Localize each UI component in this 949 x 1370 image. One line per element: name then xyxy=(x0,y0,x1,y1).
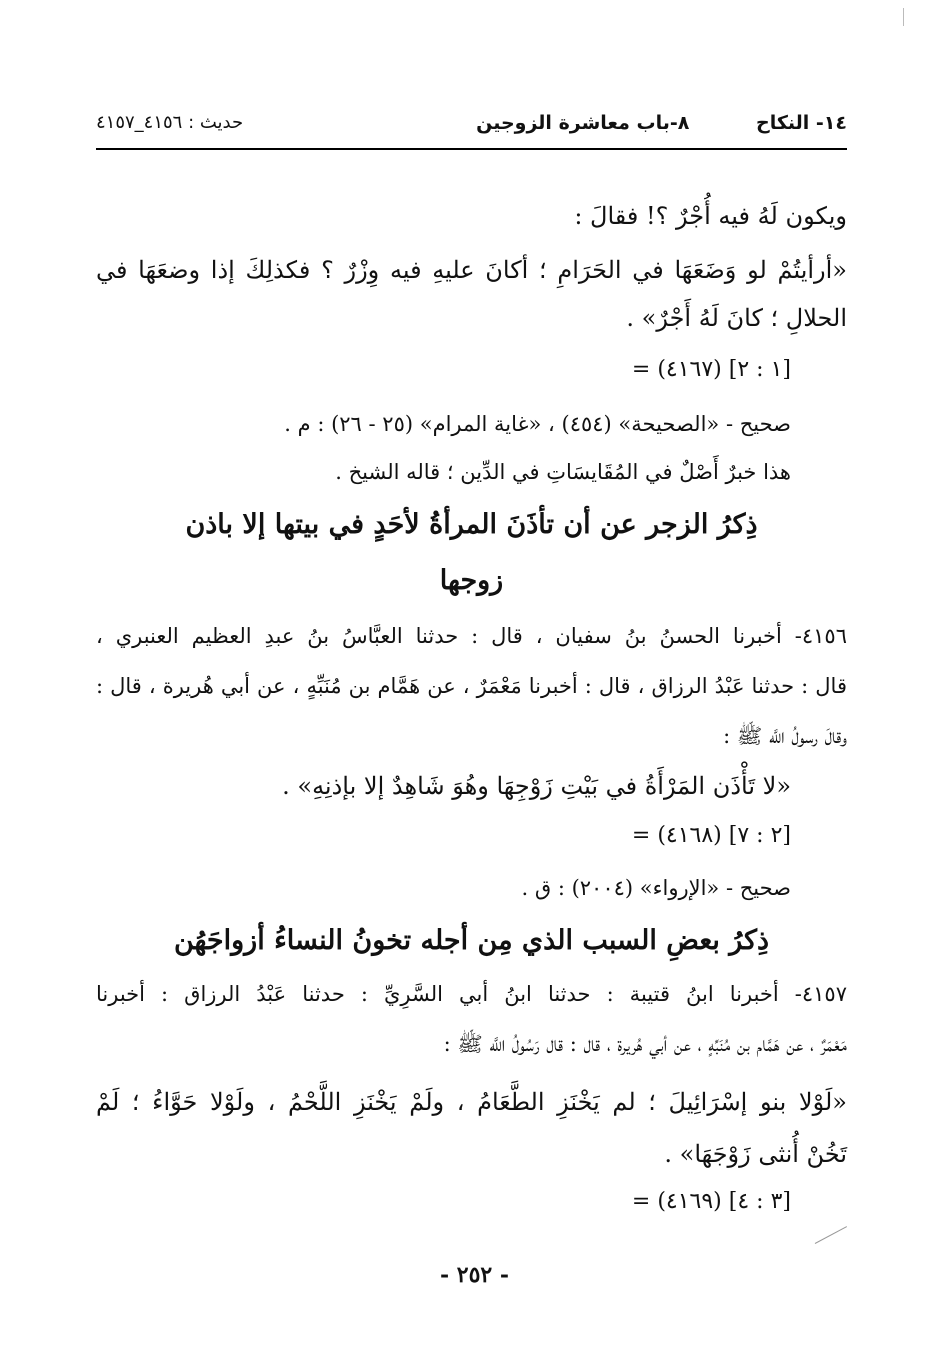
isnad-line: ٤١٥٧- أخبرنا ابنُ قتيبة : حدثنا ابنُ أبي السَّرِيِّ : حدثنا عَبْدُ الرزاق : أخبرنا xyxy=(96,982,847,1006)
matn-line: «لَوْلا بنو إسْرَائِيلَ ؛ لم يَخْنَزِ الطَّعَامُ ، ولَمْ يَخْنَزِ اللَّحْمُ ، ولَوْلا حَوَّاءُ ؛ لَمْ xyxy=(96,1088,847,1116)
chapter-title: ٨-باب معاشرة الزوجين xyxy=(476,112,690,134)
matn-line: «أرأيتُمْ لو وَضَعَهَا في الحَرَامِ ؛ أكانَ عليهِ فيه وِزْرٌ ؟ فكذلِكَ إذا وضعَهَا في xyxy=(96,256,847,284)
matn-line: تَخُنْ أُنثى زَوْجَهَا» . xyxy=(664,1140,847,1168)
text-line: ويكون لَهُ فيه أُجْرٌ ؟! فقالَ : xyxy=(574,202,847,230)
scan-mark xyxy=(903,8,904,26)
chapter-heading: ذِكرُ بعضِ السبب الذي مِن أجله تخونُ النساءُ أزواجَهُن xyxy=(173,925,770,956)
matn-line: الحلالِ ؛ كانَ لَهُ أَجْرٌ» . xyxy=(626,304,847,332)
chapter-heading: ذِكرُ الزجر عن أن تأذَنَ المرأةُ لأحَدٍ في بيتها إلا باذن xyxy=(185,509,758,540)
grading-line: صحيح - «الإرواء» (٢٠٠٤) : ق . xyxy=(521,876,791,900)
matn-line: «لا تَأْذَن المَرْأَةُ في بَيْتِ زَوْجِهَا وهُوَ شَاهِدٌ إلا بإذنِهِ» . xyxy=(282,772,791,800)
reference-number: = (٤١٦٧) [١ : ٢] xyxy=(631,357,791,382)
isnad-line: مَعْمَرٌ ، عن هَمَّام بن مُنَبِّهٍ ، عن أبي هُريرة ، قال : قال رَسُولُ اللَّه ﷺ : xyxy=(443,1032,847,1056)
grading-line: صحيح - «الصحيحة» (٤٥٤) ، «غاية المرام» (٢٥ - ٢٦) : م . xyxy=(284,412,791,436)
reference-number: = (٤١٦٨) [٢ : ٧] xyxy=(631,823,791,848)
reference-number: = (٤١٦٩) [٣ : ٤] xyxy=(631,1189,791,1214)
page-number: - ٢٥٢ - xyxy=(439,1262,510,1288)
book-title: ١٤- النكاح xyxy=(756,112,847,134)
isnad-line: وقالَ رسولُ اللَّه ﷺ : xyxy=(723,724,847,748)
isnad-line: قال : حدثنا عَبْدُ الرزاق ، قال : أخبرنا مَعْمَرٌ ، عن هَمَّام بن مُنَبِّهٍ ، عن أبي هُريرة ، قال : xyxy=(96,674,847,698)
header-titles xyxy=(476,112,847,134)
chapter-heading: زوجها xyxy=(439,565,504,596)
header-rule xyxy=(96,148,847,150)
isnad-line: ٤١٥٦- أخبرنا الحسنُ بنُ سفيان ، قال : حدثنا العبَّاسُ بنُ عبدِ العظيم العنبري ، xyxy=(96,624,847,648)
running-header xyxy=(96,112,847,144)
note-line: هذا خبرٌ أَصْلٌ في المُقَايسَاتِ في الدِّين ؛ قاله الشيخ . xyxy=(335,460,791,484)
pen-stroke xyxy=(815,1226,847,1244)
hadith-range: حديث : ٤١٥٦_٤١٥٧ xyxy=(96,112,244,133)
